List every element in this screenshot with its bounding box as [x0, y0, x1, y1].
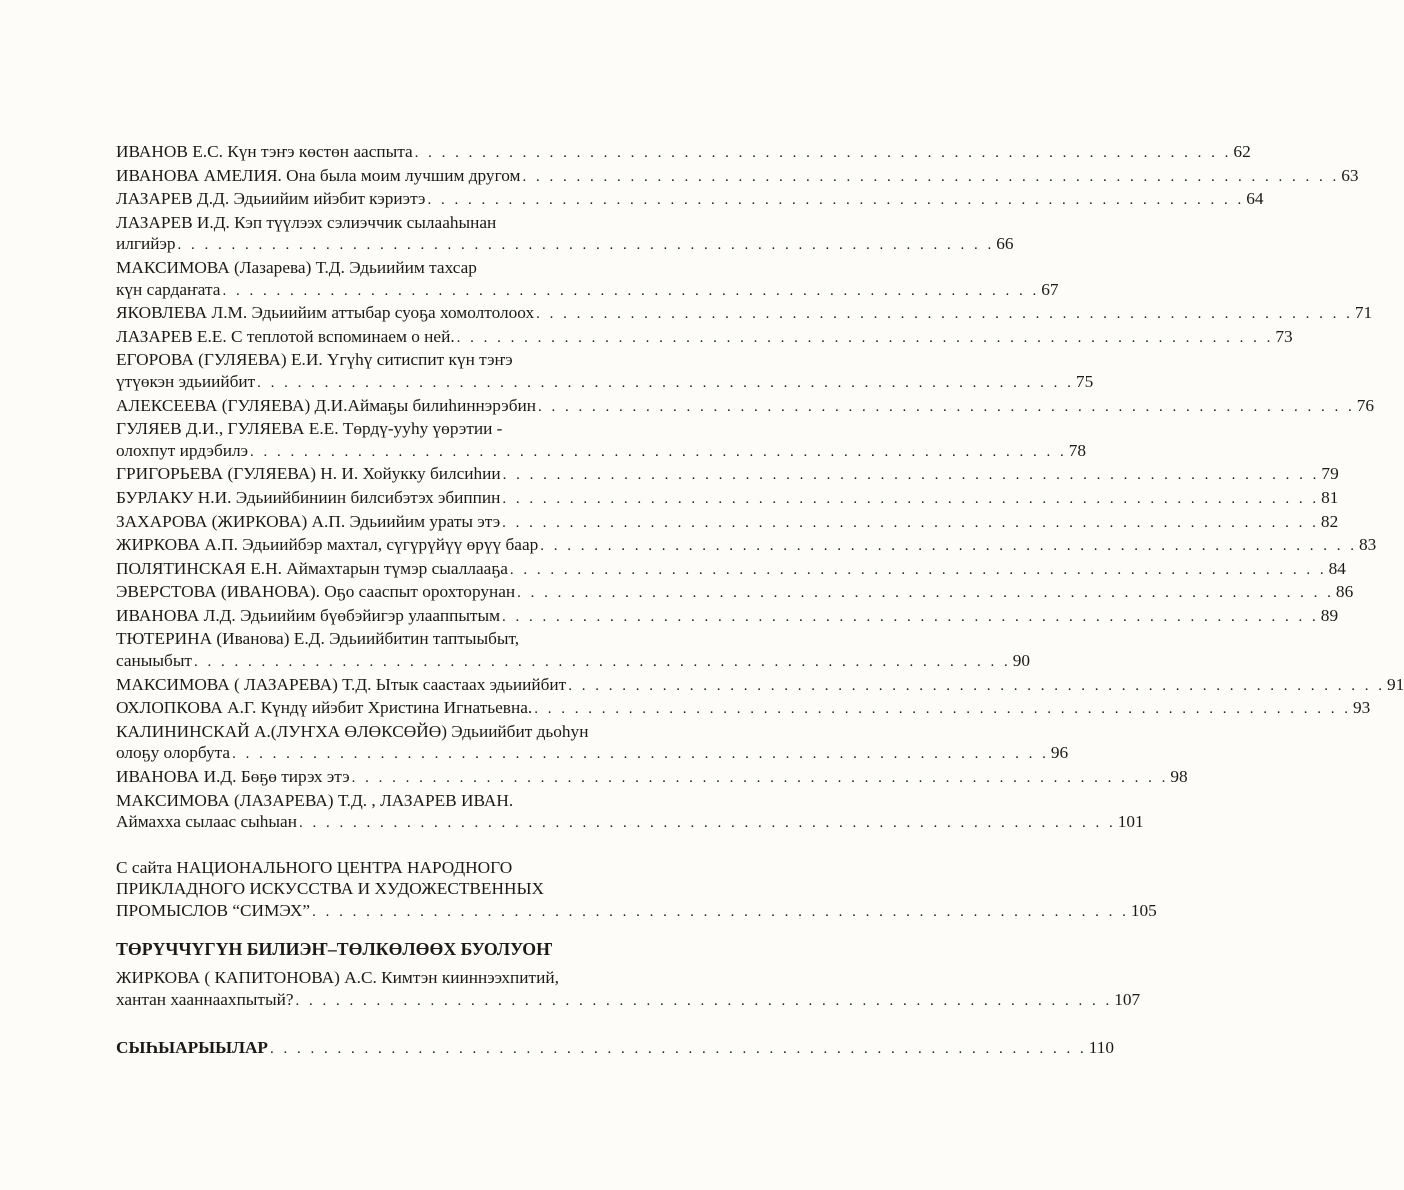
page-number: 76 [1356, 395, 1375, 415]
page-number: 93 [1352, 698, 1371, 718]
entry-title: ИВАНОВА АМЕЛИЯ. Она была моим лучшим другом [116, 165, 521, 185]
dot-leader: . . . . . . . . . . . . . . . . . . . . . . . . . . . . . . . . . . . . . . . . . . . . . . . . . . . . . . . . . . . . . [538, 398, 1355, 415]
dot-leader: . . . . . . . . . . . . . . . . . . . . . . . . . . . . . . . . . . . . . . . . . . . . . . . . . . . . . . . . . . . . . [502, 514, 1319, 531]
entry-leader-line [116, 371, 1094, 395]
entry-leader-line [116, 989, 1141, 1013]
entry-leader-line [116, 279, 1059, 303]
entry-title: күн сардаҥата [116, 279, 221, 299]
entry-leader-line [116, 511, 1339, 535]
toc-entry [116, 487, 1339, 511]
entry-title-line: ТЮТЕРИНА (Иванова) Е.Д. Эдьиийбитин таптыыбыт, [116, 629, 520, 649]
entry-title: ИВАНОВА И.Д. Бөҕө тирэх этэ [116, 767, 350, 787]
toc-entry [116, 257, 1059, 302]
entry-title: үтүөкэн эдьиийбит [116, 371, 256, 391]
page-number: 79 [1321, 464, 1339, 484]
toc-entry [116, 141, 1251, 165]
entry-title: СЫҺЫАРЫЫЛАР [116, 1038, 268, 1058]
entry-title: ЯКОВЛЕВА Л.М. Эдьиийим аттыбар суоҕа хомолтолоох [116, 303, 535, 323]
page-number: 63 [1341, 165, 1359, 185]
dot-leader: . . . . . . . . . . . . . . . . . . . . . . . . . . . . . . . . . . . . . . . . . . . . . . . . . . . . . . . . . . . . . [540, 538, 1358, 555]
toc-entry [116, 395, 1375, 419]
entry-title-line: КАЛИНИНСКАЙ А.(ЛУҤХА ӨЛӨКСӨЙӨ) Эдьиийбит дьоһун [116, 721, 589, 741]
page-number: 64 [1246, 189, 1264, 209]
page-number: 89 [1320, 605, 1339, 625]
toc-entry [116, 581, 1354, 605]
entry-leader-line [116, 1037, 1115, 1061]
page-number: 81 [1321, 487, 1339, 507]
entry-title-line: ЛАЗАРЕВ И.Д. Кэп түүлээх сэлиэччик сылааһынан [116, 212, 497, 232]
entry-title: АЛЕКСЕЕВА (ГУЛЯЕВА) Д.И.Аймаҕы билиһиннэрэбин [116, 395, 537, 415]
toc-entry [116, 326, 1293, 350]
entry-title-line: С сайта НАЦИОНАЛЬНОГО ЦЕНТРА НАРОДНОГО [116, 857, 513, 877]
toc-entry [116, 790, 1144, 835]
toc-entry [116, 463, 1339, 487]
page-number: 101 [1117, 812, 1144, 832]
entry-title-line: ГУЛЯЕВ Д.И., ГУЛЯЕВА Е.Е. Төрдү-ууһу үөрэтии - [116, 419, 503, 439]
entry-leader-line [116, 487, 1339, 511]
entry-leader-line [116, 326, 1293, 350]
entry-title: саныыбыт [116, 651, 192, 671]
toc-entry [116, 857, 1157, 924]
entry-title: Аймахха сылаас сыһыан [116, 812, 297, 832]
entry-leader-line [116, 581, 1354, 605]
entry-leader-line [116, 188, 1264, 212]
toc-entry [116, 511, 1339, 535]
spacer [116, 924, 700, 939]
page-number: 83 [1359, 535, 1377, 555]
dot-leader: . . . . . . . . . . . . . . . . . . . . . . . . . . . . . . . . . . . . . . . . . . . . . . . . . . . . . . . . . . . . . [177, 237, 995, 254]
entry-leader-line [116, 811, 1144, 835]
entry-title: ГРИГОРЬЕВА (ГУЛЯЕВА) Н. И. Хойукку билсиһии [116, 464, 501, 484]
page-number: 90 [1012, 651, 1031, 671]
page-number: 66 [996, 234, 1014, 254]
page-number: 67 [1041, 279, 1059, 299]
dot-leader: . . . . . . . . . . . . . . . . . . . . . . . . . . . . . . . . . . . . . . . . . . . . . . . . . . . . . . . . . . . . . [414, 145, 1232, 161]
entry-title: БУРЛАКУ Н.И. Эдьиийбиниин билсибэтэх эбиппин [116, 487, 501, 507]
entry-leader-line [116, 605, 1339, 629]
spacer [116, 1012, 700, 1037]
entry-leader-line [116, 900, 1157, 924]
dot-leader: . . . . . . . . . . . . . . . . . . . . . . . . . . . . . . . . . . . . . . . . . . . . . . . . . . . . . . . . . . . . . [509, 561, 1327, 578]
page-number: 105 [1130, 901, 1157, 920]
toc-entry [116, 302, 1373, 326]
entry-title: ЗАХАРОВА (ЖИРКОВА) А.П. Эдьиийим ураты этэ [116, 511, 501, 531]
dot-leader: . . . . . . . . . . . . . . . . . . . . . . . . . . . . . . . . . . . . . . . . . . . . . . . . . . . . . . . . . . . . . [568, 677, 1385, 694]
entry-title-line: МАКСИМОВА (ЛАЗАРЕВА) Т.Д. , ЛАЗАРЕВ ИВАН. [116, 790, 514, 810]
entry-leader-line [116, 141, 1251, 165]
entry-title: ПРОМЫСЛОВ “СИМЭХ” [116, 901, 311, 920]
entry-leader-line [116, 742, 1069, 766]
entry-title-line: ЖИРКОВА ( КАПИТОНОВА) А.С. Кимтэн кииннээхпитий, [116, 968, 559, 988]
entry-leader-line [116, 395, 1375, 419]
entry-leader-line [116, 534, 1377, 558]
entry-title: МАКСИМОВА ( ЛАЗАРЕВА) Т.Д. Ытык саастаах эдьиийбит [116, 674, 567, 694]
dot-leader: . . . . . . . . . . . . . . . . . . . . . . . . . . . . . . . . . . . . . . . . . . . . . . . . . . . . . . . . . . . . . [536, 306, 1353, 323]
dot-leader: . . . . . . . . . . . . . . . . . . . . . . . . . . . . . . . . . . . . . . . . . . . . . . . . . . . . . . . . . . . . . [502, 608, 1319, 625]
entry-leader-line [116, 233, 1014, 257]
table-of-contents [116, 141, 1404, 1061]
toc-entry [116, 697, 1371, 721]
entry-leader-line [116, 650, 1031, 674]
page-number: 84 [1328, 558, 1346, 578]
entry-title: ПОЛЯТИНСКАЯ Е.Н. Аймахтарын түмэр сыаллааҕа [116, 558, 508, 578]
toc-entry [116, 212, 1014, 257]
page-number: 75 [1075, 371, 1094, 391]
entry-title: ИВАНОВ Е.С. Күн тэҥэ көстөн ааспыта [116, 142, 413, 161]
entry-leader-line [116, 440, 1087, 464]
toc-entry [116, 418, 1087, 463]
dot-leader: . . . . . . . . . . . . . . . . . . . . . . . . . . . . . . . . . . . . . . . . . . . . . . . . . . . . . . . . . . . . . [522, 168, 1340, 185]
dot-leader: . . . . . . . . . . . . . . . . . . . . . . . . . . . . . . . . . . . . . . . . . . . . . . . . . . . . . . . . . . . . . [232, 746, 1049, 763]
toc-entry [116, 534, 1377, 558]
entry-title: ЖИРКОВА А.П. Эдьиийбэр махтал, сүгүрүйүү өрүү баар [116, 535, 539, 555]
toc-entry [116, 349, 1094, 394]
spacer [116, 835, 700, 857]
entry-title: ОХЛОПКОВА А.Г. Күндү ийэбит Христина Игнатьевна. [116, 698, 533, 718]
entry-leader-line [116, 674, 1404, 698]
entry-title-line: ПРИКЛАДНОГО ИСКУССТВА И ХУДОЖЕСТВЕННЫХ [116, 879, 544, 899]
page-number: 73 [1275, 326, 1293, 346]
page-number: 78 [1068, 440, 1087, 460]
toc-entry [116, 605, 1339, 629]
entry-title: олохпут ирдэбилэ [116, 440, 249, 460]
entry-title: ЛАЗАРЕВ Д.Д. Эдьиийим ийэбит кэриэтэ [116, 189, 426, 209]
dot-leader: . . . . . . . . . . . . . . . . . . . . . . . . . . . . . . . . . . . . . . . . . . . . . . . . . . . . . . . . . . . . . [270, 1041, 1087, 1058]
entry-leader-line [116, 697, 1371, 721]
page-number: 107 [1114, 989, 1141, 1009]
dot-leader: . . . . . . . . . . . . . . . . . . . . . . . . . . . . . . . . . . . . . . . . . . . . . . . . . . . . . . . . . . . . . [517, 585, 1334, 602]
entry-leader-line [116, 165, 1359, 189]
page-number: 71 [1354, 303, 1373, 323]
dot-leader: . . . . . . . . . . . . . . . . . . . . . . . . . . . . . . . . . . . . . . . . . . . . . . . . . . . . . . . . . . . . . [257, 374, 1074, 391]
dot-leader: . . . . . . . . . . . . . . . . . . . . . . . . . . . . . . . . . . . . . . . . . . . . . . . . . . . . . . . . . . . . . [427, 192, 1245, 209]
toc-entry [116, 1037, 1115, 1061]
entry-leader-line [116, 766, 1188, 790]
toc-entry [116, 967, 1141, 1012]
toc-entry [116, 721, 1069, 766]
toc-entry [116, 766, 1188, 790]
dot-leader: . . . . . . . . . . . . . . . . . . . . . . . . . . . . . . . . . . . . . . . . . . . . . . . . . . . . . . . . . . . . . [502, 467, 1320, 484]
entry-title: илгийэр [116, 234, 176, 254]
page-number: 110 [1088, 1038, 1115, 1058]
toc-entry [116, 674, 1404, 698]
dot-leader: . . . . . . . . . . . . . . . . . . . . . . . . . . . . . . . . . . . . . . . . . . . . . . . . . . . . . . . . . . . . . [456, 329, 1274, 346]
dot-leader: . . . . . . . . . . . . . . . . . . . . . . . . . . . . . . . . . . . . . . . . . . . . . . . . . . . . . . . . . . . . . [222, 282, 1040, 299]
page-number: 62 [1233, 142, 1251, 161]
dot-leader: . . . . . . . . . . . . . . . . . . . . . . . . . . . . . . . . . . . . . . . . . . . . . . . . . . . . . . . . . . . . . [295, 992, 1113, 1009]
entry-title: ИВАНОВА Л.Д. Эдьиийим бүөбэйигэр улааппытым [116, 605, 501, 625]
dot-leader: . . . . . . . . . . . . . . . . . . . . . . . . . . . . . . . . . . . . . . . . . . . . . . . . . . . . . . . . . . . . . [193, 654, 1011, 671]
page-number: 86 [1335, 582, 1354, 602]
page-number: 96 [1050, 743, 1069, 763]
page-number: 82 [1320, 511, 1339, 531]
entry-title: олоҕу олорбута [116, 743, 231, 763]
dot-leader: . . . . . . . . . . . . . . . . . . . . . . . . . . . . . . . . . . . . . . . . . . . . . . . . . . . . . . . . . . . . . [298, 815, 1116, 832]
page-number: 98 [1170, 767, 1188, 787]
toc-entry [116, 628, 1031, 673]
toc-entry [116, 188, 1264, 212]
page-number: 91 [1386, 674, 1404, 694]
entry-leader-line [116, 463, 1339, 487]
toc-entry [116, 558, 1346, 582]
dot-leader: . . . . . . . . . . . . . . . . . . . . . . . . . . . . . . . . . . . . . . . . . . . . . . . . . . . . . . . . . . . . . [312, 904, 1129, 920]
dot-leader: . . . . . . . . . . . . . . . . . . . . . . . . . . . . . . . . . . . . . . . . . . . . . . . . . . . . . . . . . . . . . [250, 443, 1067, 460]
entry-title: ЭВЕРСТОВА (ИВАНОВА). Оҕо сааспыт орохторунан [116, 582, 516, 602]
entry-leader-line [116, 558, 1346, 582]
dot-leader: . . . . . . . . . . . . . . . . . . . . . . . . . . . . . . . . . . . . . . . . . . . . . . . . . . . . . . . . . . . . . [534, 701, 1351, 718]
dot-leader: . . . . . . . . . . . . . . . . . . . . . . . . . . . . . . . . . . . . . . . . . . . . . . . . . . . . . . . . . . . . . [351, 770, 1169, 787]
section-heading: ТӨРҮЧЧҮГҮН БИЛИЭҤ–ТӨЛКӨЛӨӨХ БУОЛУОҤ [116, 938, 553, 959]
entry-title: хантан хааннаахпытый? [116, 989, 294, 1009]
entry-title-line: МАКСИМОВА (Лазарева) Т.Д. Эдьиийим тахсар [116, 257, 477, 277]
dot-leader: . . . . . . . . . . . . . . . . . . . . . . . . . . . . . . . . . . . . . . . . . . . . . . . . . . . . . . . . . . . . . [502, 490, 1320, 507]
toc-entry [116, 165, 1359, 189]
entry-leader-line [116, 302, 1373, 326]
entry-title: ЛАЗАРЕВ Е.Е. С теплотой вспоминаем о ней. [116, 326, 455, 346]
entry-title-line: ЕГОРОВА (ГУЛЯЕВА) Е.И. Үгүһү ситиспит күн тэҥэ [116, 350, 513, 370]
